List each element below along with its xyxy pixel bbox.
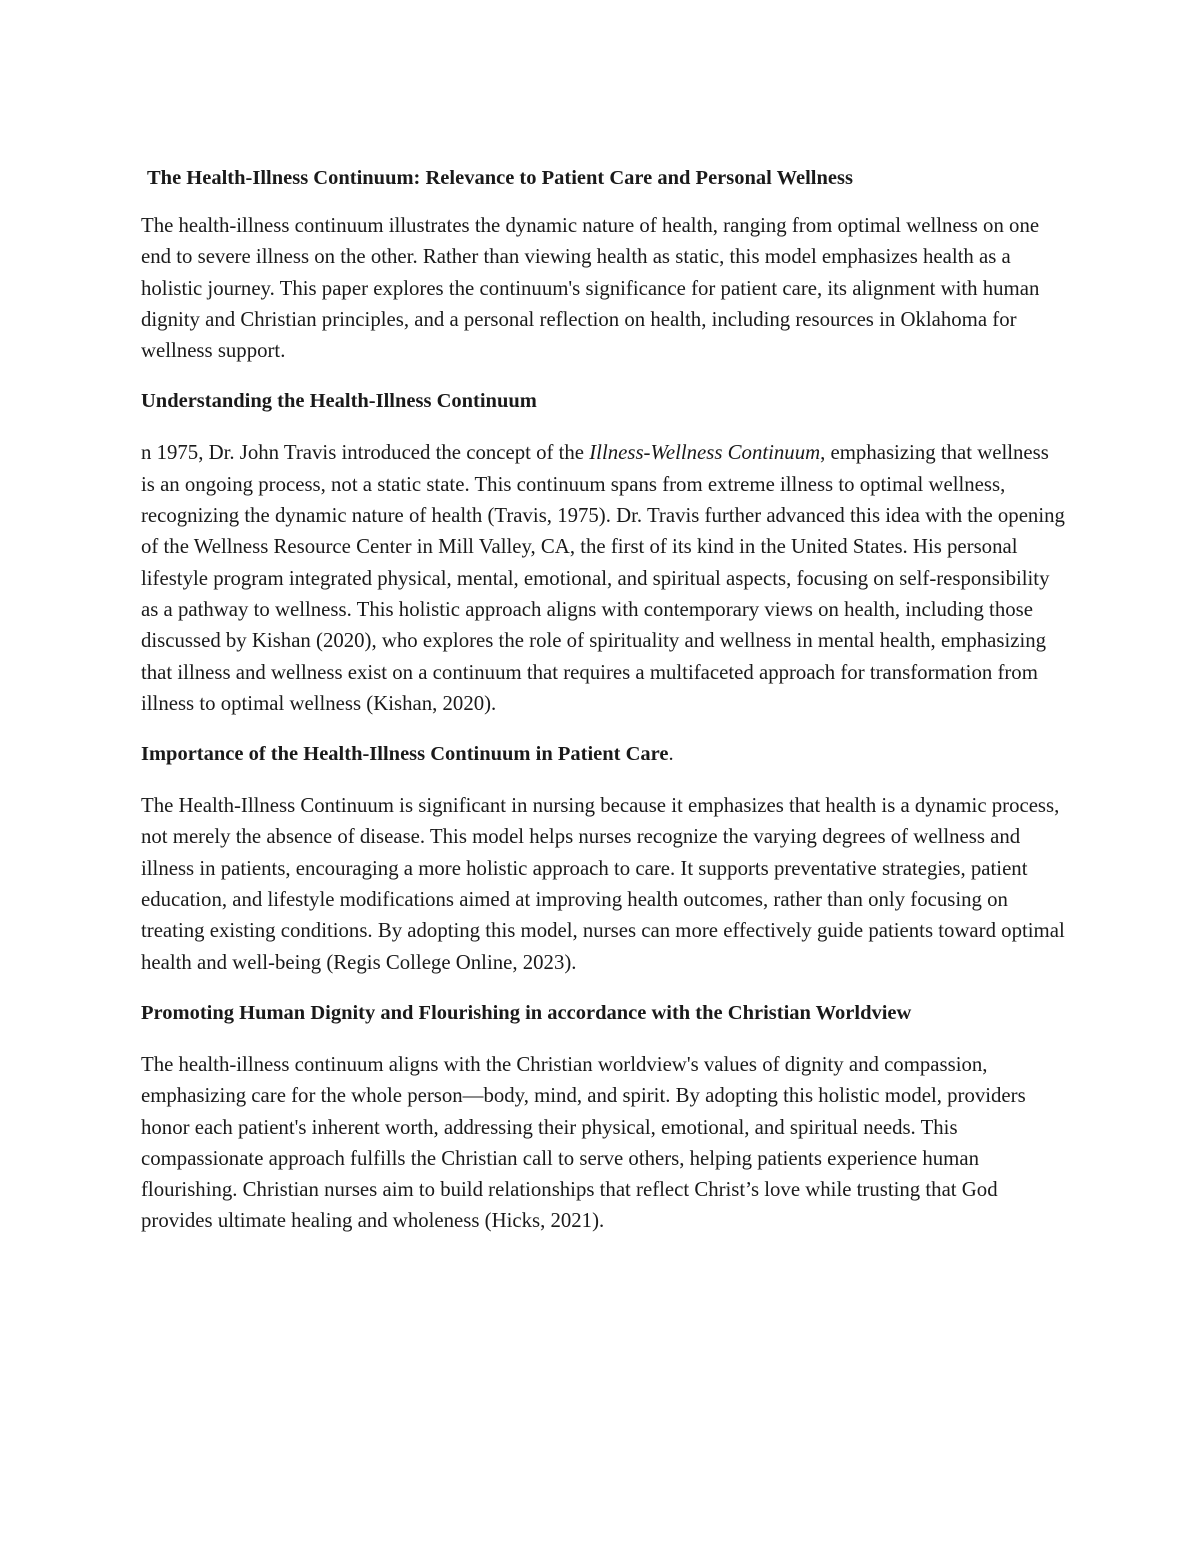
- emphasized-term: Illness-Wellness Continuum: [589, 441, 821, 465]
- section-heading-importance: [141, 739, 1066, 770]
- body-text-part: , emphasizing that wellness is an ongoing process, not a static state. This continuum spans from extreme illness to optimal wellness, recognizing the dynamic nature of health (Travis, 1975). Dr. Travis further advanced this idea with the opening of the Wellness Resource Center in Mill Valley, CA, the first of its kind in the United States. His personal lifestyle program integrated physical, mental, emotional, and spiritual aspects, focusing on self-responsibility as a pathway to wellness. This holistic approach aligns with contemporary views on health, including those discussed by Kishan (2020), who explores the role of spirituality and wellness in mental health, emphasizing that illness and wellness exist on a continuum that requires a multifaceted approach for transformation from illness to optimal wellness (Kishan, 2020).: [141, 441, 1065, 715]
- section-heading-understanding: Understanding the Health-Illness Continuum: [141, 390, 537, 413]
- heading-tail: .: [668, 743, 674, 766]
- body-text-part: n 1975, Dr. John Travis introduced the concept of the: [141, 441, 590, 465]
- document-title: The Health-Illness Continuum: Relevance to Patient Care and Personal Wellness: [147, 167, 853, 189]
- section-body-christian-worldview: The health-illness continuum aligns with the Christian worldview's values of dignity and compassion, emphasizing care for the whole person—body, mind, and spirit. By adopting this holistic model, providers honor each patient's inherent worth, addressing their physical, emotional, and spiritual needs. This compassionate approach fulfills the Christian call to serve others, helping patients experience human flourishing. Christian nurses aim to build relationships that reflect Christ’s love while trusting that God provides ultimate healing and wholeness (Hicks, 2021).: [141, 1052, 1026, 1233]
- section-body-importance: The Health-Illness Continuum is significant in nursing because it emphasizes that health is a dynamic process, not merely the absence of disease. This model helps nurses recognize the varying degrees of wellness and illness in patients, encouraging a more holistic approach to care. It supports preventative strategies, patient education, and lifestyle modifications aimed at improving health outcomes, rather than only focusing on treating existing conditions. By adopting this model, nurses can more effectively guide patients toward optimal health and well-being (Regis College Online, 2023).: [141, 794, 1065, 974]
- document-page: [141, 163, 1066, 1237]
- intro-paragraph: The health-illness continuum illustrates the dynamic nature of health, ranging from optimal wellness on one end to severe illness on the other. Rather than viewing health as static, this model emphasizes health as a holistic journey. This paper explores the continuum's significance for patient care, its alignment with human dignity and Christian principles, and a personal reflection on health, including resources in Oklahoma for wellness support.: [141, 214, 1040, 363]
- section-body-understanding: [141, 437, 1066, 719]
- heading-text: Importance of the Health-Illness Continuum in Patient Care: [141, 743, 669, 766]
- section-heading-christian-worldview: Promoting Human Dignity and Flourishing in accordance with the Christian Worldview: [141, 1001, 912, 1024]
